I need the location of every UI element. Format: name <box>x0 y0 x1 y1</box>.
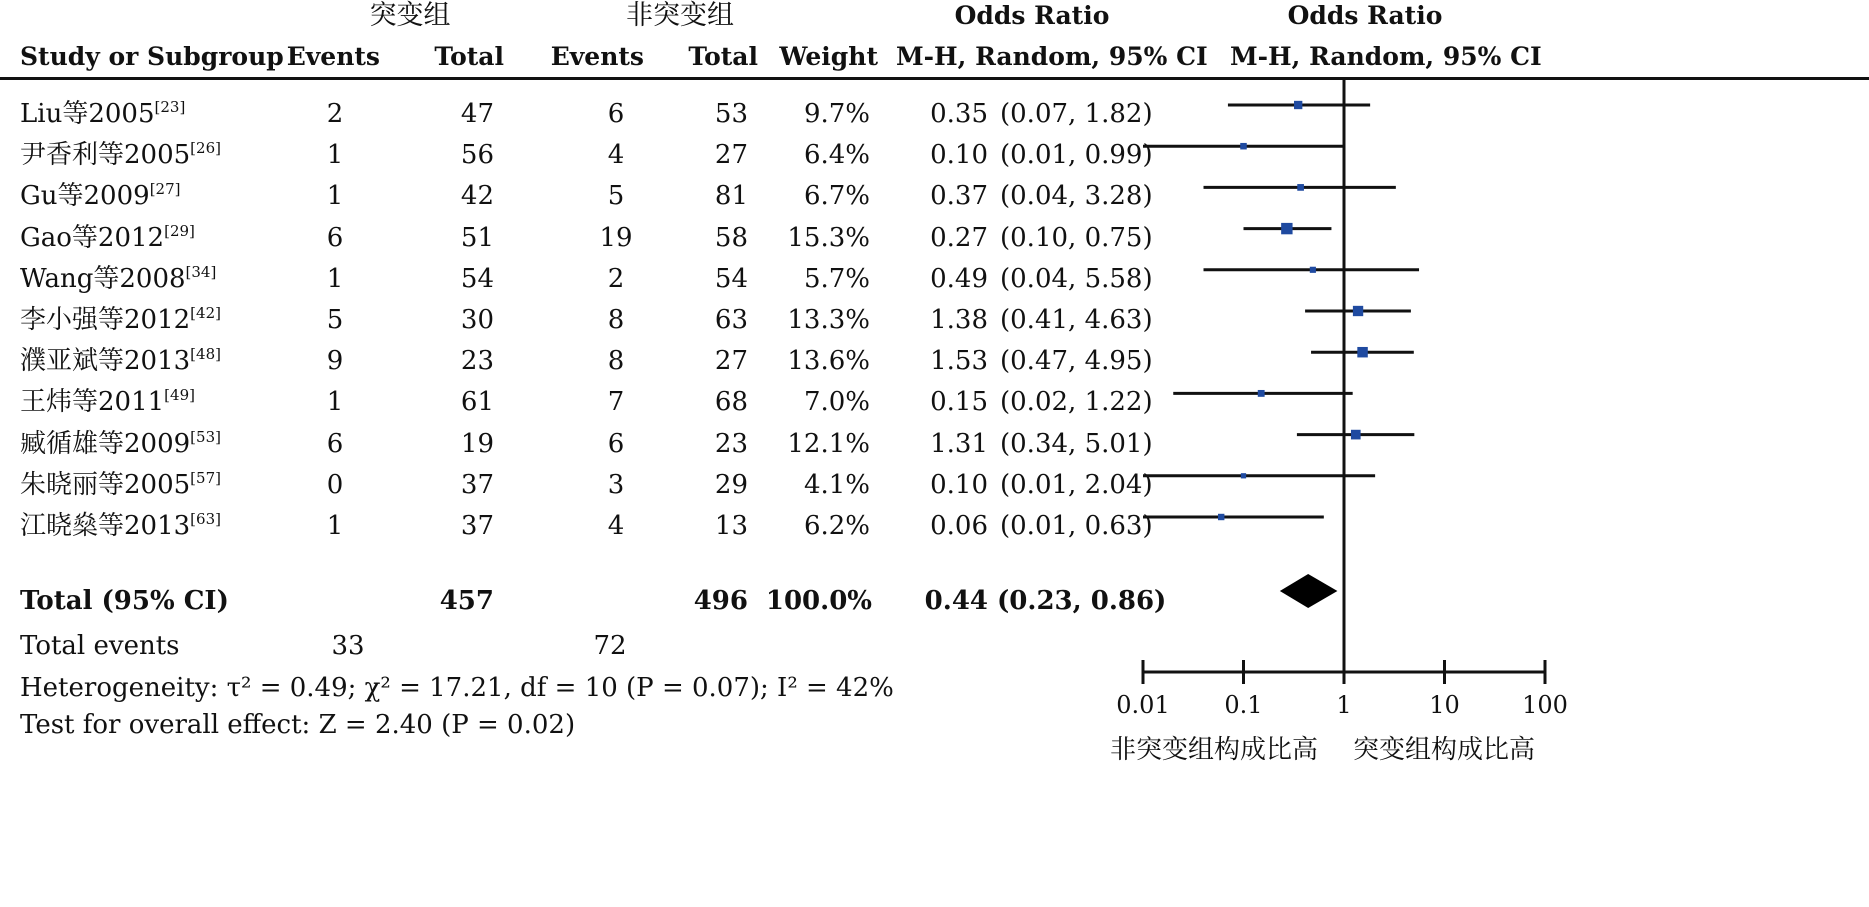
cell-or: 0.49 <box>930 263 988 294</box>
cell-e1: 1 <box>326 387 344 418</box>
favours-left-label: 非突变组构成比高 <box>1109 735 1319 765</box>
study-name-text: Wang等2008 <box>20 263 186 294</box>
cell-w: 6.7% <box>803 181 870 212</box>
cell-t1: 19 <box>460 428 494 459</box>
cell-t1: 37 <box>460 469 494 500</box>
study-ref: [53] <box>190 427 221 446</box>
cell-t1: 61 <box>460 387 494 418</box>
cell-t2: 58 <box>714 222 748 253</box>
cell-e1: 1 <box>326 140 344 171</box>
cell-t2: 29 <box>714 469 748 500</box>
cell-t1: 37 <box>460 511 494 541</box>
study-name-text: 尹香利等2005 <box>20 140 191 171</box>
cell-e2: 7 <box>607 387 625 418</box>
cell-ci: (0.41, 4.63) <box>1000 305 1153 335</box>
cell-w: 5.7% <box>803 263 870 294</box>
group1-header: 突变组 <box>369 0 451 31</box>
or-square <box>1353 306 1363 316</box>
cell-t1: 42 <box>460 181 494 212</box>
cell-t1: 56 <box>460 140 494 171</box>
cell-t2: 27 <box>714 140 748 171</box>
or-column-title: Odds Ratio <box>954 1 1110 30</box>
overall-effect-text: Test for overall effect: Z = 2.40 (P = 0.02) <box>20 710 576 740</box>
cell-or: 1.53 <box>930 346 988 377</box>
cell-t2: 27 <box>714 346 748 377</box>
cell-or: 0.27 <box>930 222 988 253</box>
col-total-2: Total <box>688 42 758 71</box>
study-name-text: Gao等2012 <box>20 222 165 253</box>
cell-or: 0.15 <box>930 387 988 418</box>
cell-or: 0.35 <box>930 99 988 129</box>
or-square <box>1258 390 1265 397</box>
study-ref: [63] <box>190 510 221 528</box>
cell-ci: (0.01, 0.99) <box>1000 140 1153 171</box>
cell-t2: 23 <box>714 428 748 459</box>
cell-e2: 5 <box>607 181 625 212</box>
cell-w: 7.0% <box>803 387 870 418</box>
tick-label: 0.01 <box>1116 691 1170 719</box>
cell-or: 1.31 <box>930 428 988 459</box>
cell-t2: 54 <box>714 263 748 294</box>
study-name-text: Gu等2009 <box>20 181 150 212</box>
cell-e2: 8 <box>607 346 625 377</box>
overall-diamond <box>1280 574 1338 608</box>
col-weight: Weight <box>779 42 878 71</box>
total-n-2: 496 <box>693 586 748 616</box>
cell-ci: (0.01, 2.04) <box>1000 469 1153 500</box>
cell-e2: 6 <box>607 99 625 129</box>
cell-e2: 6 <box>607 428 625 459</box>
or-square <box>1240 143 1247 150</box>
study-ref: [57] <box>190 468 221 487</box>
cell-or: 0.10 <box>930 469 988 500</box>
or-square <box>1294 101 1302 109</box>
study-name-text: 江晓燊等2013 <box>20 511 191 541</box>
cell-e1: 1 <box>326 511 344 541</box>
col-ci: M-H, Random, 95% CI <box>896 42 1208 71</box>
cell-t1: 54 <box>460 263 494 294</box>
or-square <box>1310 267 1316 273</box>
cell-ci: (0.04, 3.28) <box>1000 181 1153 212</box>
col-total-1: Total <box>434 42 504 71</box>
cell-or: 0.37 <box>930 181 988 212</box>
cell-ci: (0.10, 0.75) <box>1000 222 1153 253</box>
cell-e1: 6 <box>326 222 344 253</box>
col-events-2: Events <box>550 42 644 71</box>
cell-w: 12.1% <box>787 428 870 459</box>
cell-w: 13.6% <box>787 346 870 377</box>
cell-or: 1.38 <box>930 305 988 335</box>
cell-e2: 2 <box>607 263 625 294</box>
total-weight: 100.0% <box>765 586 872 616</box>
cell-e2: 3 <box>607 469 625 500</box>
total-n-1: 457 <box>439 586 494 616</box>
col-study: Study or Subgroup <box>20 42 284 71</box>
or-square <box>1218 514 1224 520</box>
study-ref: [34] <box>185 262 217 281</box>
cell-ci: (0.47, 4.95) <box>1000 346 1153 377</box>
cell-w: 15.3% <box>787 222 870 253</box>
tick-label: 1 <box>1336 691 1352 719</box>
cell-t1: 23 <box>460 346 494 377</box>
total-events-2: 72 <box>593 631 627 661</box>
study-ref: [26] <box>190 139 221 158</box>
cell-e2: 4 <box>607 140 625 171</box>
study-ref: [27] <box>149 180 181 199</box>
cell-e1: 1 <box>326 181 344 212</box>
total-label: Total (95% CI) <box>20 586 229 616</box>
plot-title: Odds Ratio <box>1287 1 1443 30</box>
cell-e2: 19 <box>599 222 633 253</box>
cell-ci: (0.01, 0.63) <box>1000 511 1153 541</box>
cell-t2: 63 <box>714 305 748 335</box>
study-ref: [42] <box>190 304 221 322</box>
or-square <box>1281 223 1292 234</box>
cell-e1: 1 <box>326 263 344 294</box>
cell-or: 0.06 <box>930 511 988 541</box>
cell-t2: 13 <box>714 511 748 541</box>
cell-e1: 5 <box>326 305 344 335</box>
study-name-text: 李小强等2012 <box>20 305 191 335</box>
study-name-text: 朱晓丽等2005 <box>20 469 191 500</box>
study-ref: [23] <box>154 98 186 116</box>
favours-right-label: 突变组构成比高 <box>1352 735 1536 765</box>
cell-t2: 68 <box>714 387 748 418</box>
tick-label: 10 <box>1429 691 1460 719</box>
or-square <box>1357 347 1367 357</box>
cell-t1: 51 <box>460 222 494 253</box>
cell-t2: 53 <box>714 99 748 129</box>
col-events-1: Events <box>286 42 380 71</box>
cell-w: 13.3% <box>787 305 870 335</box>
study-ref: [49] <box>164 386 195 405</box>
or-square <box>1241 473 1246 478</box>
cell-e1: 2 <box>326 99 344 129</box>
total-or: 0.44 <box>924 586 988 616</box>
study-name-text: 濮亚斌等2013 <box>20 346 191 377</box>
cell-ci: (0.04, 5.58) <box>1000 263 1153 294</box>
study-name-text: 王炜等2011 <box>20 387 165 418</box>
cell-w: 9.7% <box>803 99 870 129</box>
or-square <box>1351 430 1361 440</box>
cell-ci: (0.07, 1.82) <box>1000 99 1153 129</box>
study-name-text: Liu等2005 <box>20 99 155 129</box>
heterogeneity-text: Heterogeneity: τ² = 0.49; χ² = 17.21, df = 10 (P = 0.07); I² = 42% <box>20 673 894 703</box>
cell-w: 6.4% <box>803 140 870 171</box>
study-ref: [29] <box>164 221 195 240</box>
cell-ci: (0.02, 1.22) <box>1000 387 1153 418</box>
cell-t1: 30 <box>460 305 494 335</box>
cell-e2: 8 <box>607 305 625 335</box>
cell-w: 4.1% <box>803 469 870 500</box>
cell-e2: 4 <box>607 511 625 541</box>
total-events-label: Total events <box>20 631 180 661</box>
cell-e1: 6 <box>326 428 344 459</box>
study-name-text: 臧循雄等2009 <box>20 428 191 459</box>
cell-e1: 9 <box>326 346 344 377</box>
cell-or: 0.10 <box>930 140 988 171</box>
cell-e1: 0 <box>326 469 344 500</box>
cell-t2: 81 <box>714 181 748 212</box>
study-ref: [48] <box>190 345 221 364</box>
total-events-1: 33 <box>331 631 365 661</box>
total-ci: (0.23, 0.86) <box>997 586 1167 616</box>
cell-t1: 47 <box>460 99 494 129</box>
or-square <box>1297 184 1304 191</box>
cell-ci: (0.34, 5.01) <box>1000 428 1153 459</box>
cell-w: 6.2% <box>803 511 870 541</box>
group2-header: 非突变组 <box>626 0 734 31</box>
tick-label: 100 <box>1522 691 1568 719</box>
tick-label: 0.1 <box>1224 691 1263 719</box>
plot-ci-header: M-H, Random, 95% CI <box>1230 42 1542 71</box>
